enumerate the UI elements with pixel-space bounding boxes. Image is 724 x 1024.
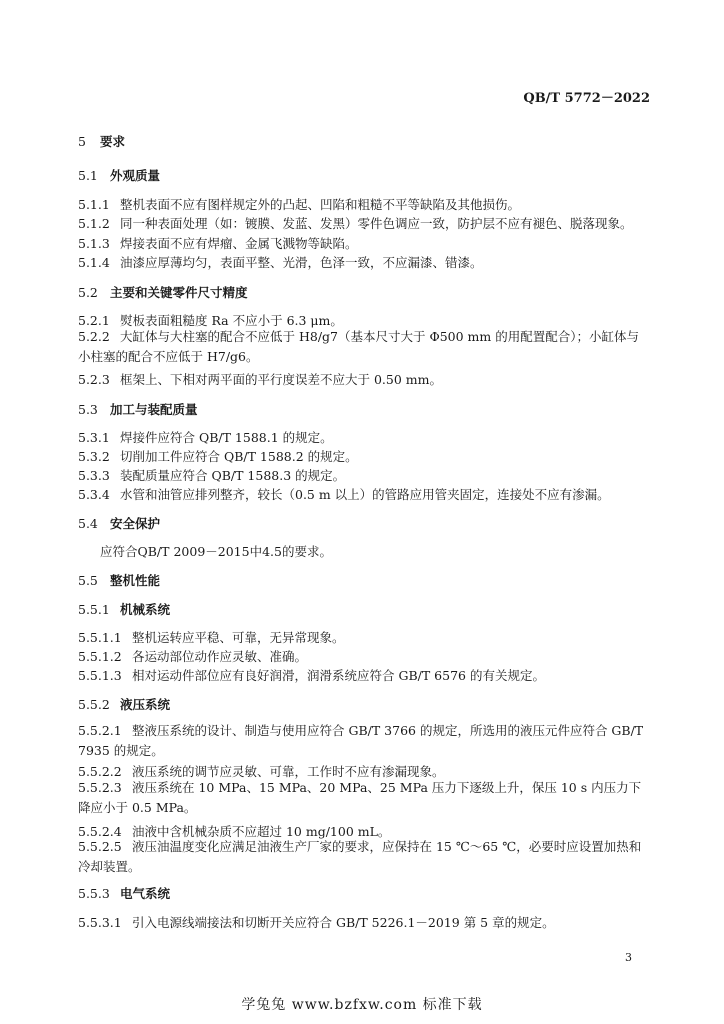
footer-watermark: 学兔兔 www.bzfxw.com 标准下载 <box>241 997 483 1013</box>
section-heading: 5.5.1 机械系统 <box>78 602 171 617</box>
section-heading: 5.5 整机性能 <box>78 573 161 588</box>
clause: 5.1.3 焊接表面不应有焊瘤、金属飞溅物等缺陷。 <box>78 236 358 251</box>
paragraph: 应符合QB/T 2009－2015中4.5的要求。 <box>100 544 332 559</box>
clause: 5.5.1.2 各运动部位动作应灵敏、准确。 <box>78 649 308 664</box>
clause: 5.3.3 装配质量应符合 QB/T 1588.3 的规定。 <box>78 468 346 483</box>
clause: 5.5.2.2 液压系统的调节应灵敏、可靠，工作时不应有渗漏现象。 <box>78 764 445 779</box>
page-number: 3 <box>625 951 632 964</box>
clause: 5.5.1.3 相对运动件部位应有良好润滑，润滑系统应符合 GB/T 6576 的有关规定。 <box>78 668 545 683</box>
section-heading: 5.4 安全保护 <box>78 516 161 531</box>
clause: 5.3.2 切削加工件应符合 QB/T 1588.2 的规定。 <box>78 449 358 464</box>
clause: 5.5.3.1 引入电源线端接法和切断开关应符合 GB/T 5226.1－2019 第 5 章的规定。 <box>78 915 555 930</box>
section-heading: 5.1 外观质量 <box>78 168 161 183</box>
section-heading: 5.5.3 电气系统 <box>78 886 171 901</box>
clause: 5.1.4 油漆应厚薄均匀，表面平整、光滑，色泽一致，不应漏漆、错漆。 <box>78 255 483 270</box>
clause: 5.1.2 同一种表面处理（如：镀膜、发蓝、发黑）零件色调应一致，防护层不应有褪色、脱落现象。 <box>78 216 633 231</box>
clause: 5.5.2.5 液压油温度变化应满足油液生产厂家的要求，应保持在 15 ℃～65 ℃，必要时应设置加热和冷却装置。 <box>78 839 642 874</box>
section-heading: 5.2 主要和关键零件尺寸精度 <box>78 285 248 300</box>
section-heading: 5.3 加工与装配质量 <box>78 402 198 417</box>
clause: 5.5.2.4 油液中含机械杂质不应超过 10 mg/100 mL。 <box>78 824 391 839</box>
clause: 5.5.1.1 整机运转应平稳、可靠，无异常现象。 <box>78 630 345 645</box>
clause: 5.2.2 大缸体与大柱塞的配合不应低于 H8/g7（基本尺寸大于 Φ500 mm 的用配置配合）；小缸体与小柱塞的配合不应低于 H7/g6。 <box>78 329 639 364</box>
clause: 5.5.2.1 整液压系统的设计、制造与使用应符合 GB/T 3766 的规定，所选用的液压元件应符合 GB/T 7935 的规定。 <box>78 723 644 758</box>
clause: 5.2.1 熨板表面粗糙度 Ra 不应小于 6.3 μm。 <box>78 313 343 328</box>
clause: 5.1.1 整机表面不应有图样规定外的凸起、凹陷和粗糙不平等缺陷及其他损伤。 <box>78 197 521 212</box>
section-heading: 5 要求 <box>78 134 126 149</box>
clause: 5.2.3 框架上、下相对两平面的平行度误差不应大于 0.50 mm。 <box>78 372 442 387</box>
clause: 5.3.1 焊接件应符合 QB/T 1588.1 的规定。 <box>78 430 333 445</box>
clause: 5.3.4 水管和油管应排列整齐，较长（0.5 m 以上）的管路应用管夹固定，连接处不应有渗漏。 <box>78 487 610 502</box>
document-id: QB/T 5772－2022 <box>523 91 650 106</box>
clause: 5.5.2.3 液压系统在 10 MPa、15 MPa、20 MPa、25 MPa 压力下逐级上升，保压 10 s 内压力下降应小于 0.5 MPa。 <box>78 780 642 815</box>
section-heading: 5.5.2 液压系统 <box>78 697 171 712</box>
